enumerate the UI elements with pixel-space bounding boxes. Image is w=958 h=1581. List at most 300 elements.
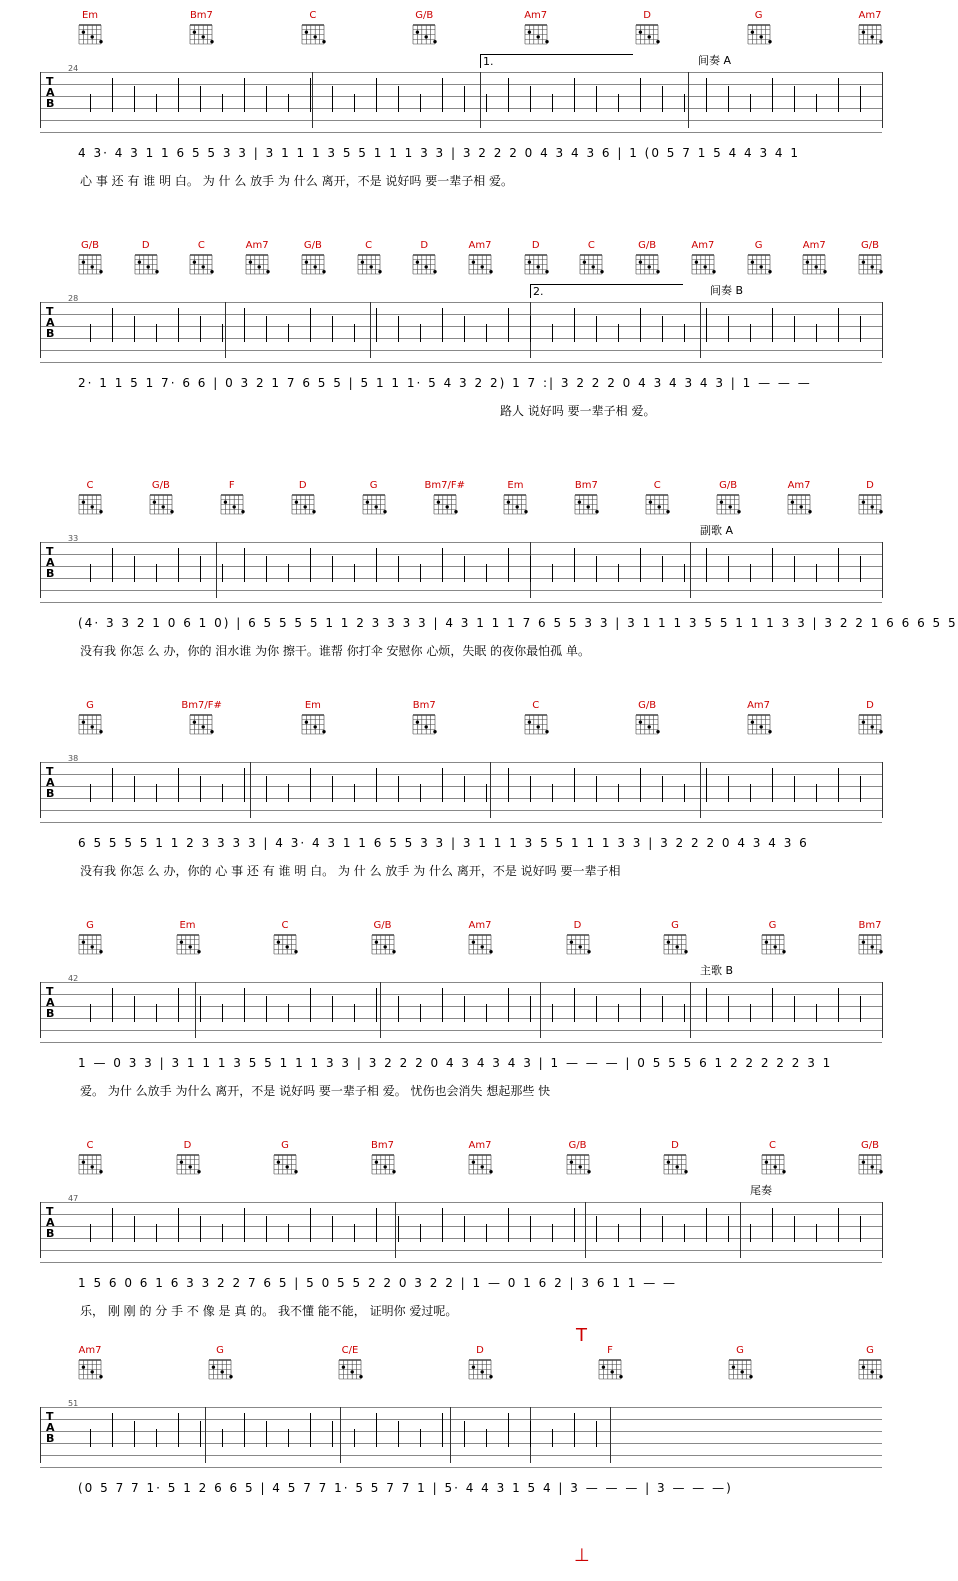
string-line — [40, 1443, 882, 1444]
strum-stem — [464, 316, 465, 342]
strum-stem — [310, 768, 311, 802]
chord-diagram — [683, 240, 723, 276]
chord-diagram — [627, 10, 667, 46]
strum-stem — [354, 94, 355, 112]
chord-diagram — [571, 240, 611, 276]
chord-grid — [244, 252, 270, 276]
strum-stem — [420, 1224, 421, 1242]
strum-stem — [684, 564, 685, 582]
chord-name: G — [736, 1345, 744, 1356]
chord-name: G — [866, 1345, 874, 1356]
chord-diagram — [655, 920, 695, 956]
chord-name: D — [298, 480, 307, 491]
chord-diagram — [70, 480, 110, 516]
string-line — [40, 338, 882, 339]
strum-stem — [772, 78, 773, 112]
barline — [40, 302, 41, 358]
chord-diagram — [70, 240, 110, 276]
chord-name: Am7 — [78, 1345, 102, 1356]
string-line — [40, 362, 882, 363]
strum-stem — [750, 94, 751, 112]
jianpu-row — [40, 1276, 882, 1302]
tab-clef: T A B — [46, 985, 55, 1020]
strum-stem — [420, 1429, 421, 1447]
string-line — [40, 1455, 882, 1456]
strum-stem — [354, 324, 355, 342]
lyrics-row — [40, 172, 882, 194]
string-line — [40, 326, 882, 327]
barline — [40, 1202, 41, 1258]
chord-diagram — [70, 700, 110, 736]
chord-diagram — [265, 1140, 305, 1176]
strum-stem — [464, 86, 465, 112]
chord-grid — [634, 712, 660, 736]
strum-stem — [596, 1216, 597, 1242]
chord-name: D — [866, 700, 874, 711]
chord-diagram — [168, 920, 208, 956]
strum-stem — [508, 308, 509, 342]
chord-grid — [578, 252, 604, 276]
chord-name: C — [365, 240, 373, 251]
strum-stem — [310, 308, 311, 342]
barline — [882, 72, 883, 128]
barline — [40, 982, 41, 1038]
strum-stem — [310, 78, 311, 112]
strum-stem — [244, 1413, 245, 1447]
strum-stem — [288, 1004, 289, 1022]
strum-stem — [816, 1004, 817, 1022]
chord-diagram — [590, 1345, 630, 1381]
chord-grid — [300, 252, 326, 276]
strum-stem — [772, 548, 773, 582]
chord-grid — [857, 1152, 883, 1176]
strum-stem — [178, 1413, 179, 1447]
staff-system — [40, 700, 882, 884]
chord-grid — [715, 492, 741, 516]
strum-stem — [530, 556, 531, 582]
barline — [205, 1407, 206, 1463]
strum-stem — [772, 988, 773, 1022]
strum-stem — [244, 988, 245, 1022]
chord-name: D — [420, 240, 429, 251]
strum-stem — [772, 768, 773, 802]
chord-diagram — [168, 1140, 208, 1176]
string-line — [40, 554, 882, 555]
strum-stem — [442, 548, 443, 582]
chord-grid — [175, 1152, 201, 1176]
chord-grid — [432, 492, 458, 516]
chord-row — [40, 920, 882, 976]
strum-stem — [618, 784, 619, 802]
strum-stem — [134, 556, 135, 582]
strum-stem — [464, 1421, 465, 1447]
chord-grid — [857, 492, 883, 516]
lyrics-row — [40, 1082, 882, 1104]
strum-stem — [530, 1421, 531, 1447]
barline — [40, 762, 41, 818]
strum-stem — [794, 316, 795, 342]
strum-stem — [508, 548, 509, 582]
chord-name: Am7 — [468, 1140, 492, 1151]
chord-grid — [77, 1152, 103, 1176]
strum-stem — [706, 548, 707, 582]
string-line — [40, 1250, 882, 1251]
section-label: 间奏 B — [710, 284, 744, 297]
chord-name: Am7 — [787, 480, 811, 491]
chord-grid — [300, 712, 326, 736]
chord-diagram — [237, 240, 277, 276]
strum-stem — [706, 78, 707, 112]
strum-stem — [508, 1208, 509, 1242]
staff-system — [40, 920, 882, 1104]
strum-stem — [112, 78, 113, 112]
chord-name: C — [309, 10, 317, 21]
chord-grid — [523, 712, 549, 736]
strum-stem — [860, 556, 861, 582]
chord-diagram — [330, 1345, 370, 1381]
string-line — [40, 120, 882, 121]
strum-stem — [750, 1224, 751, 1242]
barline — [480, 72, 481, 128]
strum-stem — [662, 556, 663, 582]
chord-name: Bm7 — [574, 480, 598, 491]
chord-name: Bm7/F# — [424, 480, 465, 491]
chord-diagram — [293, 700, 333, 736]
strum-stem — [706, 1208, 707, 1242]
string-line — [40, 1262, 882, 1263]
strum-stem — [486, 1224, 487, 1242]
strum-stem — [662, 776, 663, 802]
barline — [882, 1202, 883, 1258]
strum-stem — [332, 1216, 333, 1242]
chord-name: Am7 — [691, 240, 715, 251]
strum-stem — [486, 784, 487, 802]
string-line — [40, 96, 882, 97]
strum-stem — [310, 1208, 311, 1242]
chord-grid — [300, 22, 326, 46]
chord-grid — [411, 712, 437, 736]
tab-staff — [40, 964, 882, 1056]
staff-system — [40, 10, 882, 194]
chord-grid — [148, 492, 174, 516]
string-line — [40, 1042, 882, 1043]
string-line — [40, 314, 882, 315]
bar-number: 33 — [68, 534, 79, 543]
strum-stem — [640, 768, 641, 802]
strum-stem — [486, 564, 487, 582]
strum-stem — [728, 996, 729, 1022]
strum-stem — [156, 1429, 157, 1447]
string-line — [40, 994, 882, 995]
chord-diagram — [181, 240, 221, 276]
string-line — [40, 542, 882, 543]
strum-stem — [376, 768, 377, 802]
jianpu-notes: 1 — 0 3 3 | 3 1 1 1 3 5 5 1 1 1 3 3 | 3 2 2 2 0 4 3 4 3 4 3 | 1 — — — | 0 5 5 5 6 1 2 2 2 2 2 3 1 — [78, 1056, 833, 1070]
strum-stem — [156, 94, 157, 112]
chord-diagram — [181, 10, 221, 46]
section-label: 尾奏 — [750, 1184, 772, 1197]
chord-diagram — [516, 700, 556, 736]
string-line — [40, 1419, 882, 1420]
strum-stem — [244, 1208, 245, 1242]
strum-stem — [442, 78, 443, 112]
chord-diagram — [495, 480, 535, 516]
barline — [40, 72, 41, 128]
jianpu-notes: 1 5 6 0 6 1 6 3 3 2 2 7 6 5 | 5 0 5 5 2 2 0 3 2 2 | 1 — 0 1 6 2 | 3 6 1 1 — — — [78, 1276, 678, 1290]
chord-name: G — [754, 10, 763, 21]
strum-stem — [860, 1216, 861, 1242]
strum-stem — [816, 564, 817, 582]
strum-stem — [222, 1224, 223, 1242]
strum-stem — [794, 996, 795, 1022]
strum-stem — [420, 324, 421, 342]
bar-number: 28 — [68, 294, 79, 303]
strum-stem — [464, 1216, 465, 1242]
chord-name: G/B — [373, 920, 392, 931]
lyrics-row — [40, 1507, 882, 1529]
barline — [225, 302, 226, 358]
strum-stem — [728, 776, 729, 802]
strum-stem — [156, 1004, 157, 1022]
strum-stem — [794, 86, 795, 112]
chord-grid — [565, 1152, 591, 1176]
strum-stem — [816, 784, 817, 802]
strum-stem — [684, 324, 685, 342]
strum-stem — [398, 86, 399, 112]
jianpu-row — [40, 836, 882, 862]
strum-stem — [398, 316, 399, 342]
chord-grid — [857, 932, 883, 956]
strum-stem — [860, 316, 861, 342]
barline — [340, 1407, 341, 1463]
chord-diagram — [739, 240, 779, 276]
barline — [312, 72, 313, 128]
chord-diagram — [200, 1345, 240, 1381]
strum-stem — [838, 78, 839, 112]
chord-grid — [188, 252, 214, 276]
strum-stem — [640, 308, 641, 342]
chord-name: Am7 — [802, 240, 826, 251]
barline — [882, 542, 883, 598]
strum-stem — [288, 1224, 289, 1242]
strum-stem — [112, 768, 113, 802]
barline — [700, 302, 701, 358]
chord-grid — [634, 22, 660, 46]
strum-stem — [178, 308, 179, 342]
chord-grid — [573, 492, 599, 516]
chord-grid — [523, 252, 549, 276]
chord-diagram — [739, 700, 779, 736]
jianpu-notes: 6 5 5 5 5 1 1 2 3 3 3 3 | 4 3· 4 3 1 1 6 5 5 3 3 | 3 1 1 1 3 5 5 1 1 1 3 3 | 3 2 2 2 0 4 3 4 3 6 — [78, 836, 809, 850]
strum-stem — [530, 996, 531, 1022]
chord-grid — [760, 1152, 786, 1176]
barline — [882, 762, 883, 818]
lyrics-row — [40, 1302, 882, 1324]
chord-diagram — [70, 920, 110, 956]
strum-stem — [618, 564, 619, 582]
chord-name: C — [653, 480, 661, 491]
chord-name: G/B — [303, 240, 322, 251]
strum-stem — [288, 1429, 289, 1447]
chord-grid — [857, 252, 883, 276]
chord-diagram — [753, 1140, 793, 1176]
chord-name: G/B — [719, 480, 738, 491]
chord-grid — [411, 22, 437, 46]
chord-diagram — [708, 480, 748, 516]
bar-number: 24 — [68, 64, 79, 73]
strum-stem — [222, 1429, 223, 1447]
chord-name: Bm7 — [371, 1140, 394, 1151]
tab-staff — [40, 524, 882, 616]
strum-stem — [200, 316, 201, 342]
chord-name: Em — [507, 480, 524, 491]
strum-stem — [596, 1421, 597, 1447]
chord-name: G — [281, 1140, 289, 1151]
strum-stem — [838, 768, 839, 802]
string-line — [40, 132, 882, 133]
strum-stem — [838, 988, 839, 1022]
section-label: 间奏 A — [698, 54, 732, 67]
strum-stem — [420, 564, 421, 582]
chord-name: G/B — [638, 700, 657, 711]
string-line — [40, 798, 882, 799]
strum-stem — [838, 1208, 839, 1242]
strum-stem — [288, 324, 289, 342]
chord-grid — [523, 22, 549, 46]
bar-number: 51 — [68, 1399, 79, 1408]
strum-stem — [530, 1216, 531, 1242]
chord-diagram — [404, 10, 444, 46]
strum-stem — [706, 768, 707, 802]
strum-stem — [398, 1216, 399, 1242]
strum-stem — [662, 1216, 663, 1242]
strum-stem — [574, 768, 575, 802]
barline — [370, 302, 371, 358]
strum-stem — [442, 1413, 443, 1447]
strum-stem — [332, 776, 333, 802]
string-line — [40, 822, 882, 823]
barline — [450, 1407, 451, 1463]
chord-name: D — [531, 240, 540, 251]
chord-diagram — [293, 240, 333, 276]
string-line — [40, 602, 882, 603]
chord-grid — [356, 252, 382, 276]
strum-stem — [200, 776, 201, 802]
string-line — [40, 1030, 882, 1031]
strum-stem — [486, 1429, 487, 1447]
chord-grid — [644, 492, 670, 516]
strum-stem — [596, 776, 597, 802]
end-marker-bottom: ⊥ — [574, 1545, 590, 1566]
chord-grid — [597, 1357, 623, 1381]
strum-stem — [750, 564, 751, 582]
strum-stem — [684, 94, 685, 112]
strum-stem — [640, 78, 641, 112]
chord-name: G — [86, 700, 94, 711]
barline — [882, 302, 883, 358]
tab-staff — [40, 756, 882, 836]
strum-stem — [640, 1208, 641, 1242]
strum-stem — [838, 308, 839, 342]
strum-stem — [266, 776, 267, 802]
chord-diagram — [794, 240, 834, 276]
string-line — [40, 1202, 882, 1203]
strum-stem — [640, 548, 641, 582]
strum-stem — [816, 94, 817, 112]
strum-stem — [310, 1413, 311, 1447]
strum-stem — [244, 768, 245, 802]
barline — [540, 982, 541, 1038]
strum-stem — [574, 548, 575, 582]
chord-name: Bm7/F# — [181, 700, 222, 711]
strum-stem — [376, 1208, 377, 1242]
strum-stem — [112, 1208, 113, 1242]
chord-grid — [77, 492, 103, 516]
strum-stem — [420, 1004, 421, 1022]
strum-stem — [178, 988, 179, 1022]
chord-diagram — [363, 920, 403, 956]
chord-diagram — [558, 1140, 598, 1176]
strum-stem — [574, 988, 575, 1022]
chord-diagram — [265, 920, 305, 956]
strum-stem — [838, 548, 839, 582]
strum-stem — [398, 556, 399, 582]
strum-stem — [596, 86, 597, 112]
strum-stem — [662, 86, 663, 112]
barline — [700, 762, 701, 818]
strum-stem — [376, 78, 377, 112]
chord-name: C/E — [341, 1345, 359, 1356]
chord-name: G — [216, 1345, 224, 1356]
strum-stem — [332, 996, 333, 1022]
bar-number: 47 — [68, 1194, 79, 1203]
chord-diagram — [516, 240, 556, 276]
strum-stem — [222, 324, 223, 342]
strum-stem — [530, 86, 531, 112]
string-line — [40, 72, 882, 73]
string-line — [40, 1214, 882, 1215]
strum-stem — [530, 776, 531, 802]
barline — [40, 1407, 41, 1463]
chord-diagram — [460, 1345, 500, 1381]
chord-grid — [786, 492, 812, 516]
chord-diagram — [850, 1345, 890, 1381]
lyrics-row — [40, 862, 882, 884]
volta-bracket: 1. — [480, 54, 633, 68]
barline — [195, 982, 196, 1038]
jianpu-notes: 2· 1 1 5 1 7· 6 6 | 0 3 2 1 7 6 5 5 | 5 1 1 1· 5 4 3 2 2) 1 7 :| 3 2 2 2 0 4 3 4 3 4 3 | 1 — — — — [78, 376, 812, 390]
chord-diagram — [739, 10, 779, 46]
strum-stem — [508, 1413, 509, 1447]
chord-diagram — [850, 240, 890, 276]
strum-stem — [222, 94, 223, 112]
chord-diagram — [404, 240, 444, 276]
end-marker-top: T — [576, 1325, 587, 1346]
chord-diagram — [404, 700, 444, 736]
strum-stem — [662, 316, 663, 342]
strum-stem — [442, 768, 443, 802]
barline — [490, 762, 491, 818]
lyrics-text: 没有我 你怎 么 办，你的 心 事 还 有 谁 明 白。 为 什 么 放手 为 什么 离开，不是 说好吗 要一辈子相 — [80, 864, 621, 878]
chord-grid — [662, 932, 688, 956]
chord-diagram — [850, 700, 890, 736]
strum-stem — [310, 548, 311, 582]
chord-name: G/B — [861, 240, 879, 251]
strum-stem — [728, 316, 729, 342]
chord-grid — [77, 252, 103, 276]
strum-stem — [552, 324, 553, 342]
strum-stem — [794, 1216, 795, 1242]
